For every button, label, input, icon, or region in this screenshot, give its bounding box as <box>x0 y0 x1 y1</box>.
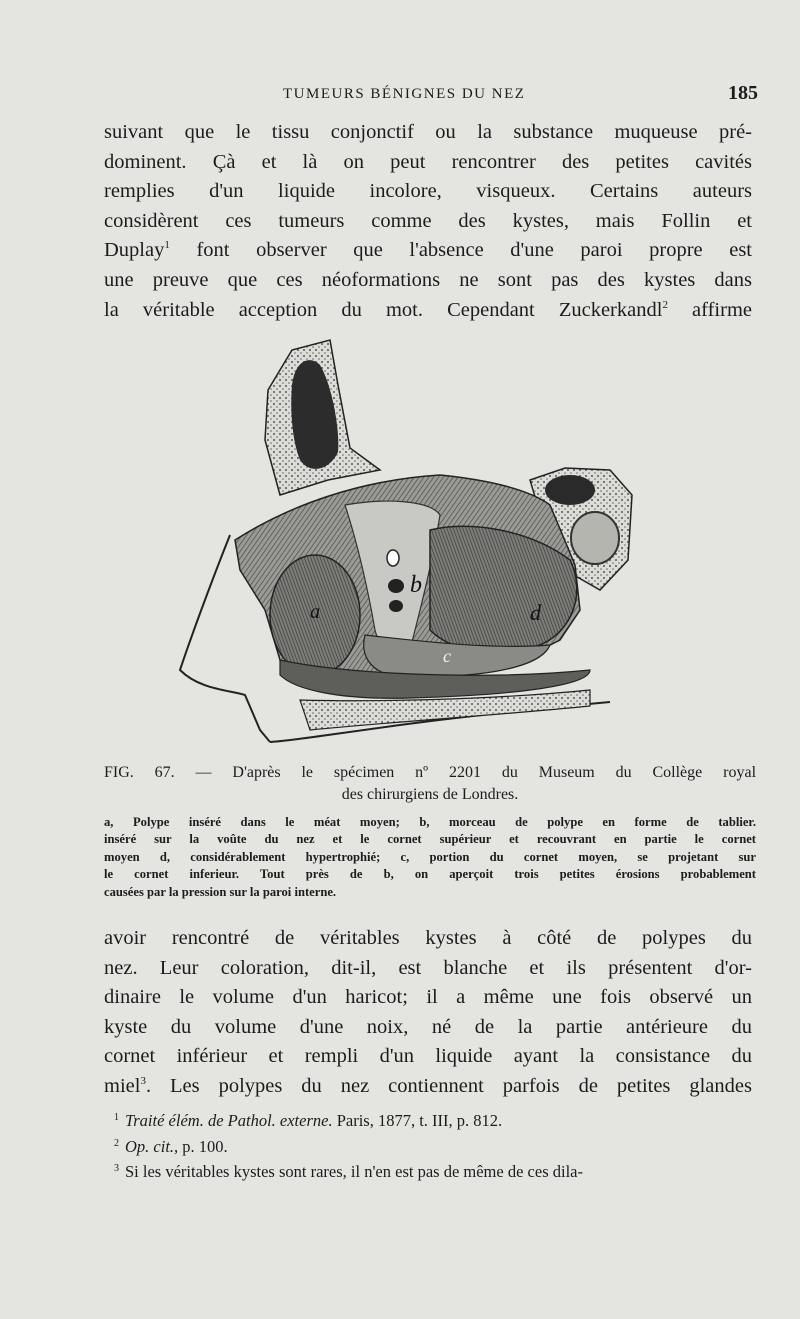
footnote-mark: 3 <box>114 1163 119 1174</box>
text-line: dominent. Çà et là on peut rencontrer des petites cavités <box>104 150 752 173</box>
sphenoid-sinus <box>545 475 595 505</box>
text-line: remplies d'un liquide incolore, visqueux. Certains auteurs <box>104 180 752 203</box>
running-title: TUMEURS BÉNIGNES DU NEZ <box>283 86 526 102</box>
caption-line: des chirurgiens de Londres. <box>341 786 519 803</box>
text-line <box>104 1072 752 1102</box>
caption-line <box>104 762 756 784</box>
text-line: dinaire le volume d'un haricot; il a même une fois observé un <box>104 986 752 1009</box>
text-line <box>104 296 752 326</box>
legend-line: inséré sur la voûte du nez et le cornet supérieur et recouvrant en partie le cornet <box>104 832 756 847</box>
footnote <box>104 1108 756 1134</box>
label-b: b <box>410 572 422 598</box>
label-a: a <box>310 601 320 623</box>
author-name: Duplay <box>104 239 165 262</box>
erosion <box>389 600 403 612</box>
footnote-mark: 2 <box>114 1137 119 1149</box>
legend-line: causées par la pression sur la paroi interne. <box>104 884 337 899</box>
footnote-mark: 1 <box>114 1112 119 1123</box>
erosion <box>387 550 399 566</box>
text-line: avoir rencontré de véritables kystes à côté de polypes du <box>104 927 752 949</box>
text-line: cornet inférieur et rempli d'un liquide ayant la consistance du <box>104 1045 752 1068</box>
footnote <box>104 1159 756 1185</box>
sphenoid-cavity <box>571 512 619 564</box>
figure-caption <box>104 762 756 806</box>
footnote-ref: 3 <box>140 1074 146 1087</box>
label-d: d <box>530 600 541 625</box>
footnote-text: Paris, 1877, t. III, p. 812. <box>332 1111 503 1130</box>
legend-line: le cornet inferieur. Tout près de b, on aperçoit trois petites érosions probablement <box>104 867 756 882</box>
footnote-ref: 1 <box>164 239 170 252</box>
label-c: c <box>443 646 451 666</box>
text-fragment: la véritable acception du mot. Cependant Zuckerkandl <box>104 298 663 321</box>
figure-label: FIG. 67. <box>104 764 175 781</box>
body-paragraph-bottom <box>104 924 752 1102</box>
footnote-title: Traité élém. de Pathol. externe. <box>125 1111 333 1130</box>
legend-line: moyen d, considérablement hypertrophié; c, portion du cornet moyen, se projetant sur <box>104 849 756 864</box>
body-paragraph-top <box>104 118 752 325</box>
anatomical-engraving <box>170 330 670 750</box>
text-fragment: miel <box>104 1074 141 1097</box>
text-fragment: affirme <box>692 298 752 321</box>
text-line: kyste du volume d'une noix, né de la partie antérieure du <box>104 1015 752 1038</box>
caption-text: — D'après le spécimen nº 2201 du Museum du Collège royal <box>195 764 757 781</box>
text-line <box>104 236 752 266</box>
figure-legend <box>104 814 756 901</box>
text-fragment: font observer que l'absence d'une paroi propre est <box>196 239 752 262</box>
footnote-text: Si les véritables kystes sont rares, il n'en est pas de même de ces dila- <box>125 1162 583 1181</box>
legend-line: a, Polype inséré dans le méat moyen; b, morceau de polype en forme de tablier. <box>104 815 756 829</box>
text-line: nez. Leur coloration, dit-il, est blanche et ils présentent d'or- <box>104 956 752 979</box>
footnotes <box>104 1108 756 1185</box>
footnote-ref: 2 <box>662 298 668 311</box>
page-header <box>108 82 758 112</box>
page-number: 185 <box>728 82 758 104</box>
text-fragment: . Les polypes du nez contiennent parfois de petites glandes <box>145 1074 752 1097</box>
footnote <box>104 1134 756 1160</box>
erosion <box>388 579 404 593</box>
footnote-title: Op. cit., <box>125 1136 179 1156</box>
text-line: une preuve que ces néoformations ne sont pas des kystes dans <box>104 268 752 291</box>
text-line: considèrent ces tumeurs comme des kystes, mais Follin et <box>104 209 752 232</box>
footnote-text: p. 100. <box>178 1136 228 1156</box>
text-line: suivant que le tissu conjonctif ou la substance muqueuse pré- <box>104 121 752 143</box>
